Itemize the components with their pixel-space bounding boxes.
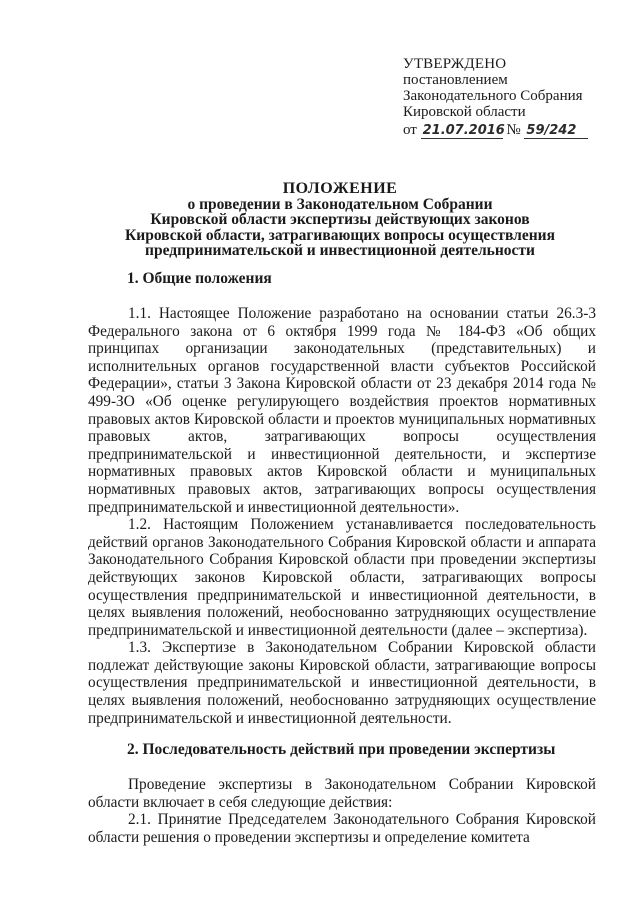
approval-line-1: постановлением (403, 72, 508, 88)
paragraph-1-2: 1.2. Настоящим Положением устанавливается последовательность действий органов Законодательного Собрания Кировской области и аппарата Законодательного Собрания Кировской области при проведении экспертизы действующих законов Кировской области, затрагивающих вопросы осуществления предпринимательской и инвестиционной деятельности, в целях выявления положений, необоснованно затрудняющих осуществление предпринимательской и инвестиционной деятельности (далее – экспертиза). (88, 516, 596, 639)
approval-line-2: Законодательного Собрания (403, 88, 583, 104)
paragraph-2-intro: Проведение экспертизы в Законодательном Собрании Кировской области включает в себя следующие действия: (88, 776, 596, 811)
approval-stamp (403, 56, 623, 139)
title-line-4: предпринимательской и инвестиционной деятельности (145, 242, 535, 259)
paragraph-1-1: 1.1. Настоящее Положение разработано на основании статьи 26.3-3 Федерального закона от 6 октября 1999 года № 184-ФЗ «Об общих принципах организации законодательных (представительных) и исполнительных органов государственной власти субъектов Российской Федерации», статьи 3 Закона Кировской области от 23 декабря 2014 года № 499-ЗО «Об оценке регулирующего воздействия проектов нормативных правовых актов Кировской области и проектов муниципальных нормативных правовых актов, затрагивающих вопросы осуществления предпринимательской и инвестиционной деятельности, и экспертизе нормативных правовых актов Кировской области и муниципальных нормативных правовых актов, затрагивающих вопросы осуществления предпринимательской и инвестиционной деятельности». (88, 305, 596, 516)
title-main: ПОЛОЖЕНИЕ (282, 180, 398, 197)
approval-number-handwritten: 59/242 (524, 124, 588, 139)
title-line-3: Кировской области, затрагивающих вопросы осуществления (125, 226, 555, 244)
document-title (80, 181, 600, 259)
approval-line-3: Кировской области (403, 104, 526, 120)
paragraph-1-3: 1.3. Экспертизе в Законодательном Собрании Кировской области подлежат действующие законы Кировской области, затрагивающие вопросы осуществления предпринимательской и инвестиционной деятельности, в целях выявления положений, необоснованно затрудняющих осуществление предпринимательской и инвестиционной деятельности. (88, 639, 596, 727)
approval-from-label: от (403, 122, 417, 138)
paragraph-2-1: 2.1. Принятие Председателем Законодательного Собрания Кировской области решения о проведении экспертизы и определение комитета (88, 811, 596, 846)
title-line-2: Кировской области экспертизы действующих законов (150, 211, 530, 228)
section-1-heading: 1. Общие положения (127, 270, 272, 287)
title-line-1: о проведении в Законодательном Собрании (187, 195, 493, 213)
approval-date-line (403, 122, 623, 139)
section-2-body (88, 776, 596, 846)
approval-heading: УТВЕРЖДЕНО (403, 56, 507, 72)
section-2-heading: 2. Последовательность действий при проведении экспертизы (127, 741, 556, 758)
section-1-body (88, 305, 596, 727)
approval-number-label: № (506, 122, 521, 138)
approval-date-handwritten: 21.07.2016 (422, 123, 505, 138)
